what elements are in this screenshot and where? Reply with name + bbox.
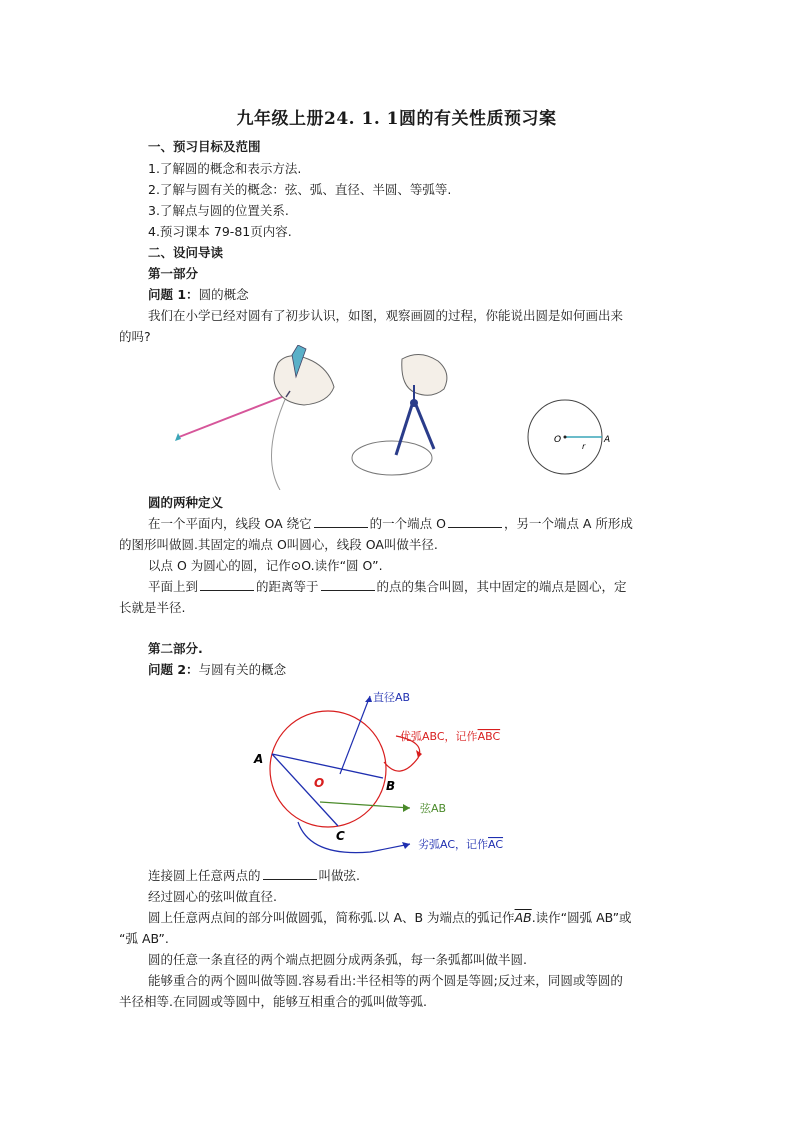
equal-circle-definition-line2: 半径相等.在同圆或等圆中，能够互相重合的弧叫做等弧.: [119, 994, 427, 1009]
hand-drawing-illustration: [175, 345, 334, 490]
definition3-text: 的距离等于: [256, 579, 319, 594]
circle-drawing-figure: [150, 345, 620, 490]
objective-item: 4.预习课本 79-81页内容.: [148, 224, 292, 239]
minor-arc-label: [418, 837, 503, 851]
part2-heading: 第二部分.: [148, 641, 203, 656]
chord-definition-text: 叫做弦.: [318, 868, 360, 883]
definition3-line2: 长就是半径.: [119, 600, 186, 615]
arc-symbol: $\overline{AB}$: [514, 910, 532, 925]
minor-arc-pointer: [298, 822, 410, 853]
point-label-a: A: [254, 752, 264, 766]
question2-label: 问题 2：: [148, 662, 199, 677]
definition1-text: ，另一个端点 A 所形成: [503, 516, 633, 531]
definition1-text: 在一个平面内，线段 OA 绕它: [148, 516, 312, 531]
arc-definition-line1: [148, 909, 632, 927]
arc-definition-line2: “弧 AB”.: [119, 931, 169, 946]
circle-concepts-figure: [240, 682, 550, 862]
radius-label-r: r: [582, 442, 586, 451]
definition3-line1: [148, 578, 627, 596]
compass-illustration: [352, 354, 447, 475]
question1-paragraph-end: 的吗?: [119, 329, 151, 344]
semicircle-definition: 圆的任意一条直径的两个端点把圆分成两条弧，每一条弧都叫做半圆.: [148, 952, 527, 967]
definition3-text: 平面上到: [148, 579, 199, 594]
fill-blank: [200, 578, 254, 591]
fill-blank: [314, 515, 368, 528]
definition1-line2: 的图形叫做圆.其固定的端点 O叫圆心，线段 OA叫做半径.: [119, 537, 438, 552]
major-arc-label: [400, 729, 500, 743]
objective-item: 1.了解圆的概念和表示方法.: [148, 161, 302, 176]
chord-ac-line: [272, 754, 338, 826]
diameter-pointer: [340, 696, 370, 774]
objective-item: 2.了解与圆有关的概念：弦、弧、直径、半圆、等弧等.: [148, 182, 452, 197]
question1-label: 问题 1：: [148, 287, 199, 302]
fill-blank: [448, 515, 502, 528]
definition3-text: 的点的集合叫圆，其中固定的端点是圆心，定: [376, 579, 627, 594]
circle-outline: [270, 711, 386, 827]
chord-definition-text: 连接圆上任意两点的: [148, 868, 261, 883]
point-label-b: B: [386, 779, 396, 793]
point-label-a: A: [604, 435, 611, 445]
arc-definition-text: 圆上任意两点间的部分叫做圆弧，简称弧.以 A、B 为端点的弧记作: [148, 910, 515, 925]
question1-text: 圆的概念: [198, 287, 249, 302]
fill-blank: [263, 867, 317, 880]
question2: [148, 661, 286, 679]
diameter-definition: 经过圆心的弦叫做直径.: [148, 889, 277, 904]
definition1-line1: [148, 515, 633, 533]
part1-heading: 第一部分: [148, 266, 199, 281]
page-title: 九年级上册24. 1. 1圆的有关性质预习案: [236, 109, 557, 129]
definitions-heading: 圆的两种定义: [148, 495, 224, 510]
definition1-text: 的一个端点 O: [369, 516, 446, 531]
diameter-line: [272, 754, 383, 778]
definition2: 以点 O 为圆心的圆，记作⊙O.读作“圆 O”.: [148, 558, 383, 573]
section1-heading: 一、预习目标及范围: [148, 139, 261, 154]
chord-pointer: [320, 802, 410, 808]
chord-definition: [148, 867, 360, 885]
center-label-o: O: [554, 435, 562, 445]
question2-text: 与圆有关的概念: [198, 662, 287, 677]
objective-item: 3.了解点与圆的位置关系.: [148, 203, 289, 218]
chord-label: 弦AB: [420, 802, 447, 815]
point-label-c: C: [336, 829, 345, 843]
arc-definition-text: .读作“圆弧 AB”或: [531, 910, 632, 925]
minor-arc-symbol: AC: [488, 838, 504, 851]
minor-arc-text: 劣弧AC，记作: [418, 838, 489, 851]
question1-paragraph: 我们在小学已经对圆有了初步认识，如图，观察画圆的过程，你能说出圆是如何画出来: [148, 308, 624, 323]
labeled-circle-illustration: [528, 400, 610, 474]
fill-blank: [321, 578, 375, 591]
section2-heading: 二、设问导读: [148, 245, 224, 260]
question1: [148, 286, 249, 304]
major-arc-text: 优弧ABC，记作: [400, 730, 478, 743]
equal-circle-definition-line1: 能够重合的两个圆叫做等圆.容易看出:半径相等的两个圆是等圆;反过来，同圆或等圆的: [148, 973, 623, 988]
diameter-label: 直径AB: [373, 691, 411, 704]
major-arc-symbol: ABC: [477, 730, 501, 743]
center-label-o: O: [314, 776, 325, 790]
